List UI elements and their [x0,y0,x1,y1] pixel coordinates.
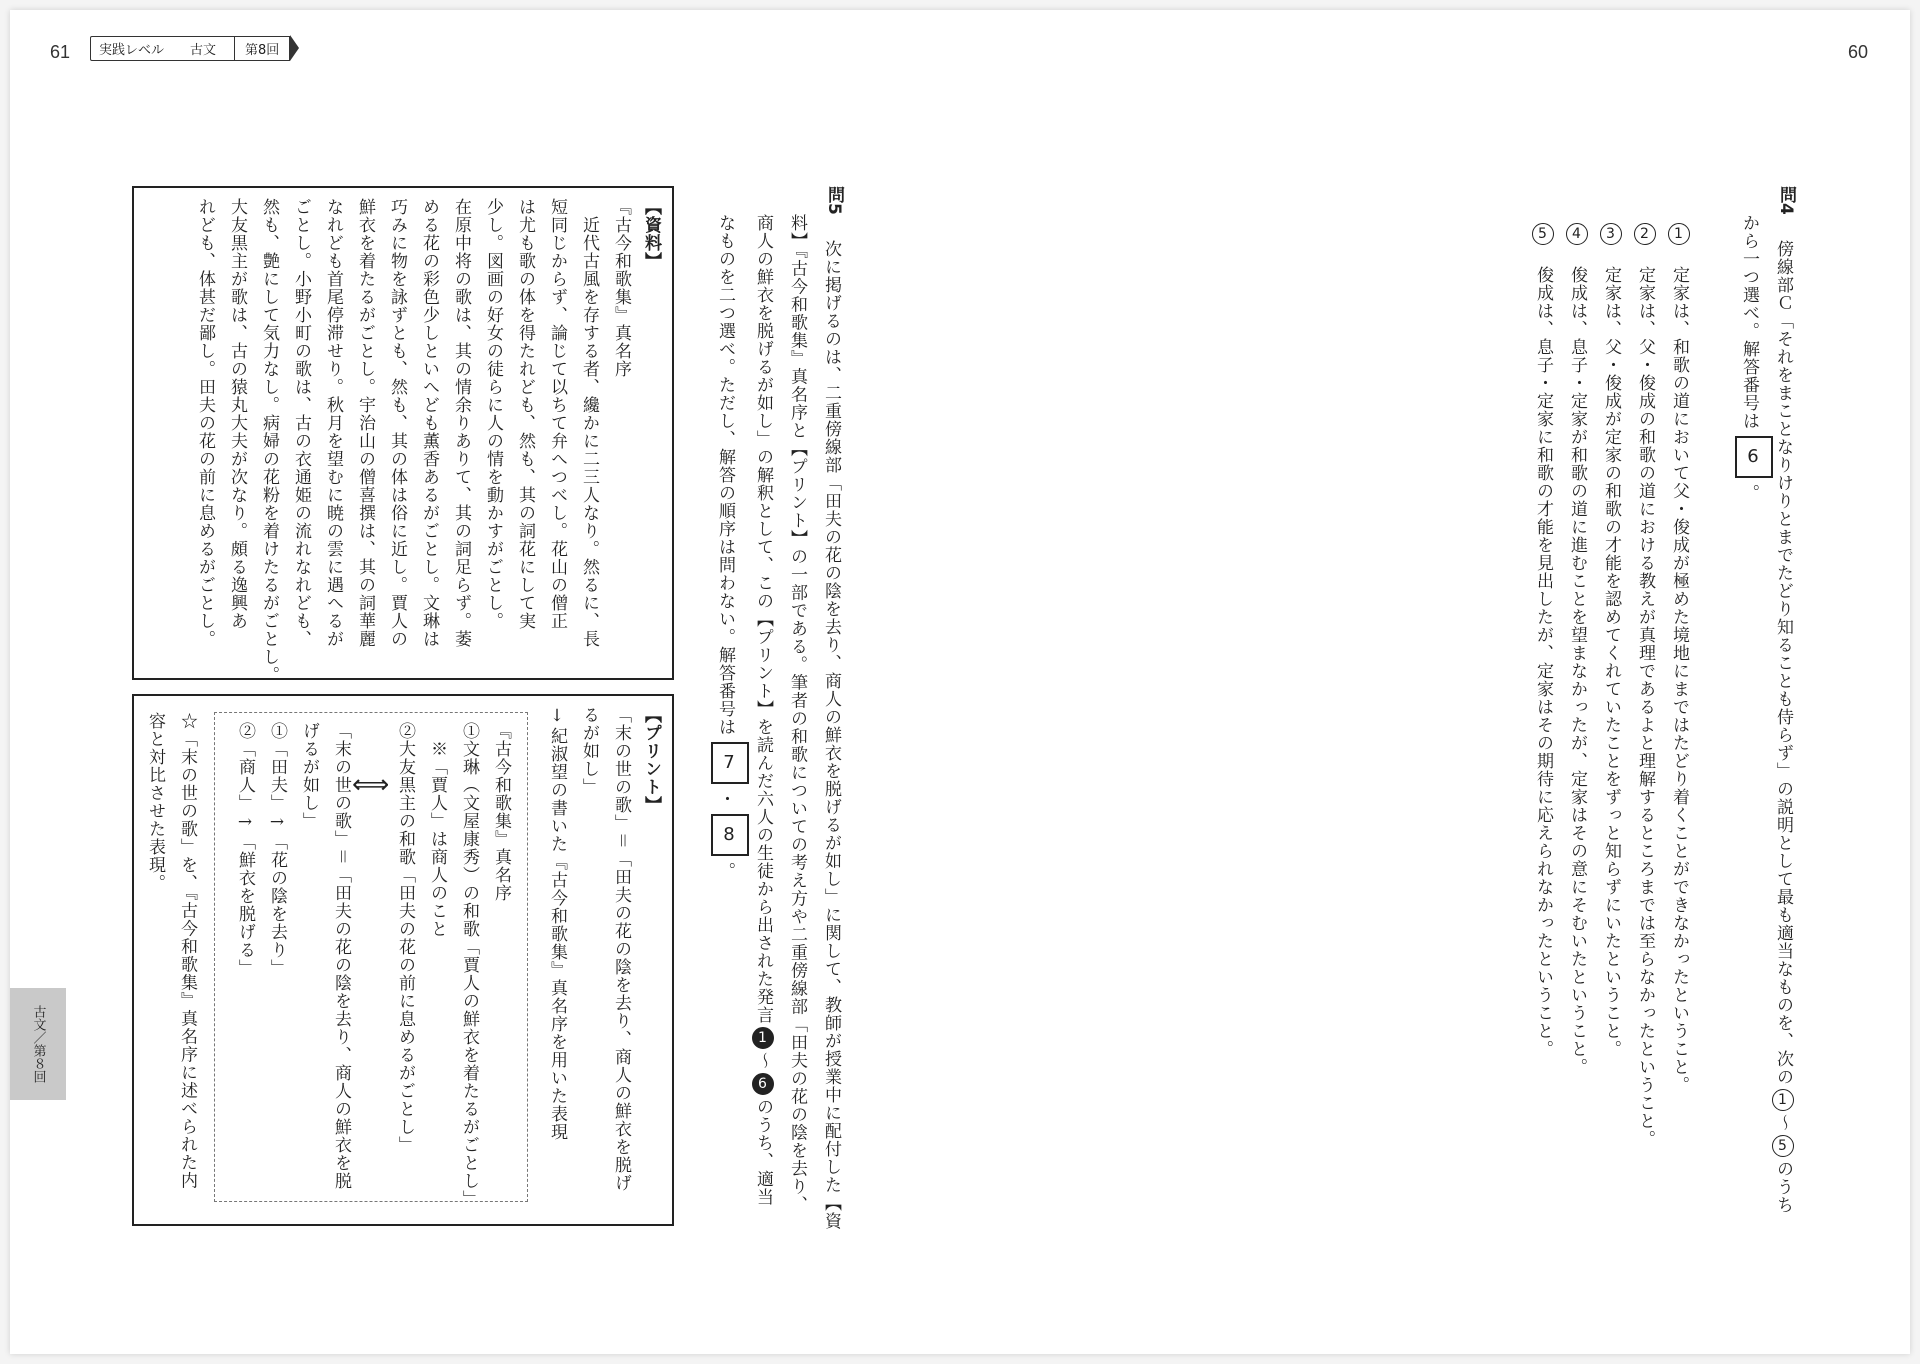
header-subject: 古文 [172,36,235,61]
q4-stem2-end: 。 [1739,484,1759,502]
q4-label: 問4 [1776,186,1796,215]
option-text: 定家は、父・俊成の和歌の道における教えが真理であるよと理解するところまでは至らなかったということ。 [1635,266,1655,1148]
side-tab-notch [56,988,66,998]
range-end-6: 6 [752,1073,774,1095]
q5-line4-end: 。 [715,862,735,880]
print-note: 容と対比させた表現。 [145,712,165,892]
page-number-left: 61 [50,42,71,62]
q5-line3-text: 商人の鮮衣を脱げるが如し」の解釈として、この【プリント】を読んだ六人の生徒から出された発言 [753,214,773,1024]
answer-box-6: 6 [1735,436,1773,478]
option-number-2: 2 [1634,223,1656,245]
print-inner-line: げるが如し」 [299,722,319,830]
q4-stem2-text: から一つ選べ。解答番号は [1739,214,1759,430]
option-text: 俊成は、息子・定家が和歌の道に進むことを望まなかったが、定家はその意にそむいたということ。 [1567,266,1587,1076]
q4-option-3[interactable] [1596,220,1626,1058]
answer-box-7: 7 [711,742,749,784]
shiryo-heading: 【資料】 [641,198,661,270]
q4-option-5[interactable] [1528,220,1558,1058]
print-inner-line: ②「商人」→「鮮衣を脱げる」 [235,722,255,977]
option-text: 定家は、父・俊成が定家の和歌の才能を認めてくれていたことをずっと知らずにいたということ。 [1601,266,1621,1058]
header-arrow-icon [290,35,299,61]
shiryo-line: 近代古風を存する者、纔かに二三人なり。然るに、長 [579,198,599,648]
side-index-tab[interactable]: 古文／第８回 [10,988,66,1100]
range-tilde: 〜 [1773,1114,1793,1132]
q5-line3-tail: のうち、適当 [753,1098,773,1206]
print-line: ↓紀淑望の書いた『古今和歌集』真名序を用いた表現 [547,706,567,1141]
shiryo-line: は尤も歌の体を得たれども、然も、其の詞花にして実 [515,198,535,630]
range-end-5: 5 [1772,1135,1794,1157]
double-arrow-icon: ⟺ [352,770,390,800]
option-number-5: 5 [1532,223,1554,245]
shiryo-line: める花の彩色少しといへども薫香あるがごとし。文琳は [419,198,439,648]
shiryo-line: ごとし。小野小町の歌は、古の衣通姫の流れなれども、 [291,198,311,648]
shiryo-line: なれども首尾停滞せり。秋月を望むに暁の雲に遇へるが [323,198,343,648]
shiryo-line: 大友黒主が歌は、古の猿丸大夫が次なり。頗る逸興あ [227,198,247,630]
q4-option-4[interactable] [1562,220,1592,1076]
print-inner-line: 『古今和歌集』真名序 [491,722,511,902]
shiryo-line: 巧みに物を詠ずとも、然も、其の体は俗に近し。賈人の [387,198,407,648]
q4-stem-line2 [1734,214,1773,502]
option-number-3: 3 [1600,223,1622,245]
answer-separator: ・ [715,790,735,808]
shiryo-line: 少し。図画の好女の徒らに人の情を動かすがごとし。 [483,198,503,630]
q4-stem-tail: のうち [1773,1160,1793,1214]
option-number-4: 4 [1566,223,1588,245]
print-note: ☆「末の世の歌」を、『古今和歌集』真名序に述べられた内 [177,712,197,1190]
option-text: 俊成は、息子・定家に和歌の才能を見出したが、定家はその期待に応えられなかったということ。 [1533,266,1553,1058]
running-header [90,36,299,60]
q5-label: 問5 [824,186,844,215]
print-heading: 【プリント】 [641,706,661,814]
shiryo-line: 鮮衣を着たるがごとし。宇治山の僧喜撰は、其の詞華麗 [355,198,375,648]
q5-line2: 料】『古今和歌集』真名序と【プリント】の一部である。筆者の和歌についての考え方や二重傍線部「田夫の花の陰を去り、 [787,214,807,1214]
range-tilde: 〜 [753,1052,773,1070]
q4-option-1[interactable] [1664,220,1694,1094]
q4-stem-line1 [1768,240,1798,1214]
header-round: 第8回 [235,36,290,61]
shiryo-line: 在原中将の歌は、其の情余りありて、其の詞足らず。萎 [451,198,471,648]
q5-line1: 次に掲げるのは、二重傍線部「田夫の花の陰を去り、商人の鮮衣を脱げるが如し」に関して、教師が授業中に配付した【資 [821,240,841,1230]
option-text: 定家は、和歌の道において父・俊成が極めた境地にまではたどり着くことができなかったということ。 [1669,266,1689,1094]
range-start-1: 1 [752,1027,774,1049]
print-line: 「末の世の歌」＝「田夫の花の陰を去り、商人の鮮衣を脱げ [611,706,631,1192]
shiryo-line: れども、体甚だ鄙し。田夫の花の前に息めるがごとし。 [195,198,215,648]
print-inner-line: ①文琳（文屋康秀）の和歌「賈人の鮮衣を着たるがごとし」 [459,722,479,1208]
print-inner-line: ※「賈人」は商人のこと [427,722,447,938]
print-line: るが如し」 [579,706,599,796]
shiryo-line: 短同じからず、論じて以ちて弁へつべし。花山の僧正 [547,198,567,630]
shiryo-line: 『古今和歌集』真名序 [611,198,631,378]
print-inner-line: 「末の世の歌」＝「田夫の花の陰を去り、商人の鮮衣を脱 [331,722,351,1190]
q5-line4-text: なものを二つ選べ。ただし、解答の順序は問わない。解答番号は [715,214,735,736]
q5-line3 [748,214,778,1206]
print-inner-line: ①「田夫」→「花の陰を去り」 [267,722,287,977]
page-number-right: 60 [1848,42,1869,62]
print-inner-line: ②大友黒主の和歌「田夫の花の前に息めるがごとし」 [395,722,415,1154]
shiryo-line: 然も、艶にして気力なし。病婦の花粉を着けたるがごとし。 [259,198,279,684]
q5-line4 [710,214,749,880]
range-start-1: 1 [1772,1089,1794,1111]
answer-box-8: 8 [711,814,749,856]
q4-option-2[interactable] [1630,220,1660,1148]
header-level: 実践レベル [90,36,173,61]
option-number-1: 1 [1668,223,1690,245]
q4-stem-text: 傍線部Ｃ「それをまことなりけりとまでたどり知ることも侍らず」の説明として最も適当なものを、次の [1773,240,1793,1086]
